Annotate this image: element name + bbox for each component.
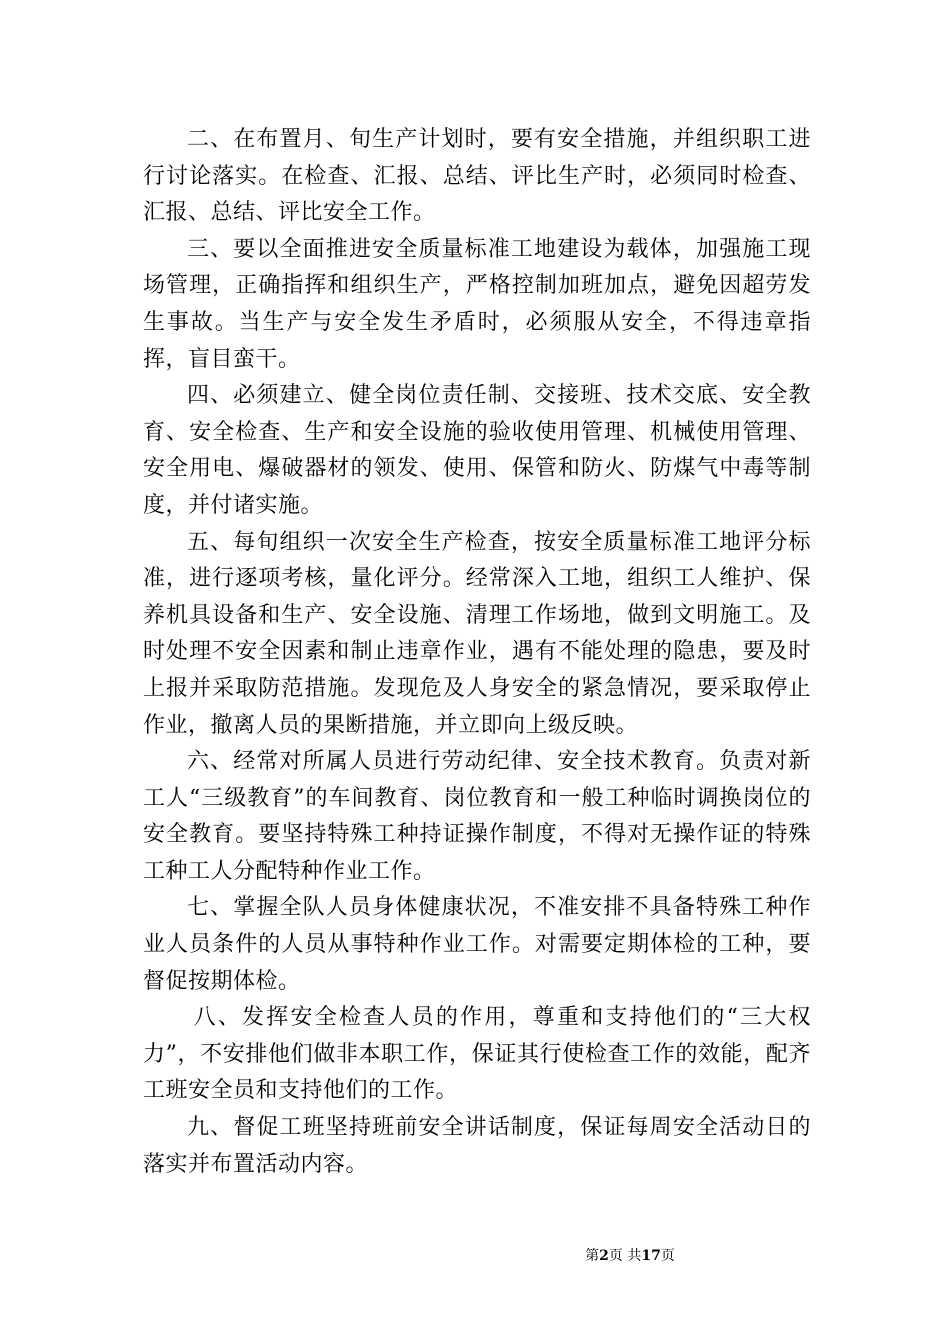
paragraph-4: 四、必须建立、健全岗位责任制、交接班、技术交底、安全教育、安全检查、生产和安全设施的验收使用管理、机械使用管理、安全用电、爆破器材的领发、使用、保管和防火、防煤气中毒等制度，并付诸实施。	[143, 383, 811, 518]
paragraph-3: 三、要以全面推进安全质量标准工地建设为载体，加强施工现场管理，正确指挥和组织生产，严格控制加班加点，避免因超劳发生事故。当生产与安全发生矛盾时，必须服从安全，不得违章指挥，盲目蛮干。	[143, 236, 811, 372]
paragraph-2: 二、在布置月、旬生产计划时，要有安全措施，并组织职工进行讨论落实。在检查、汇报、总结、评比生产时，必须同时检查、汇报、总结、评比安全工作。	[143, 127, 811, 226]
footer-suffix: 页	[660, 1248, 675, 1264]
footer-prefix: 第	[585, 1248, 600, 1264]
page-number-footer	[0, 1246, 950, 1266]
paragraph-9: 九、督促工班坚持班前安全讲话制度，保证每周安全活动日的落实并布置活动内容。	[143, 1115, 811, 1177]
document-body	[143, 122, 811, 1183]
paragraph-6: 六、经常对所属人员进行劳动纪律、安全技术教育。负责对新工人“三级教育”的车间教育、岗位教育和一般工种临时调换岗位的安全教育。要坚持特殊工种持证操作制度，不得对无操作证的特殊工种工人分配特种作业工作。	[143, 749, 811, 884]
paragraph-5: 五、每旬组织一次安全生产检查，按安全质量标准工地评分标准，进行逐项考核，量化评分。经常深入工地，组织工人维护、保养机具设备和生产、安全设施、清理工作场地，做到文明施工。及时处理不安全因素和制止违章作业，遇有不能处理的隐患，要及时上报并采取防范措施。发现危及人身安全的紧急情况，要采取停止作业，撤离人员的果断措施，并立即向上级反映。	[143, 529, 811, 738]
footer-current-page: 2	[599, 1248, 609, 1264]
paragraph-8: 八、发挥安全检查人员的作用，尊重和支持他们的“三大权力”，不安排他们做非本职工作，保证其行使检查工作的效能，配齐工班安全员和支持他们的工作。	[143, 1005, 811, 1104]
footer-middle: 页 共	[608, 1248, 642, 1264]
footer-total-pages: 17	[641, 1248, 661, 1264]
paragraph-7: 七、掌握全队人员身体健康状况，不准安排不具备特殊工种作业人员条件的人员从事特种作业工作。对需要定期体检的工种，要督促按期体检。	[143, 895, 811, 994]
